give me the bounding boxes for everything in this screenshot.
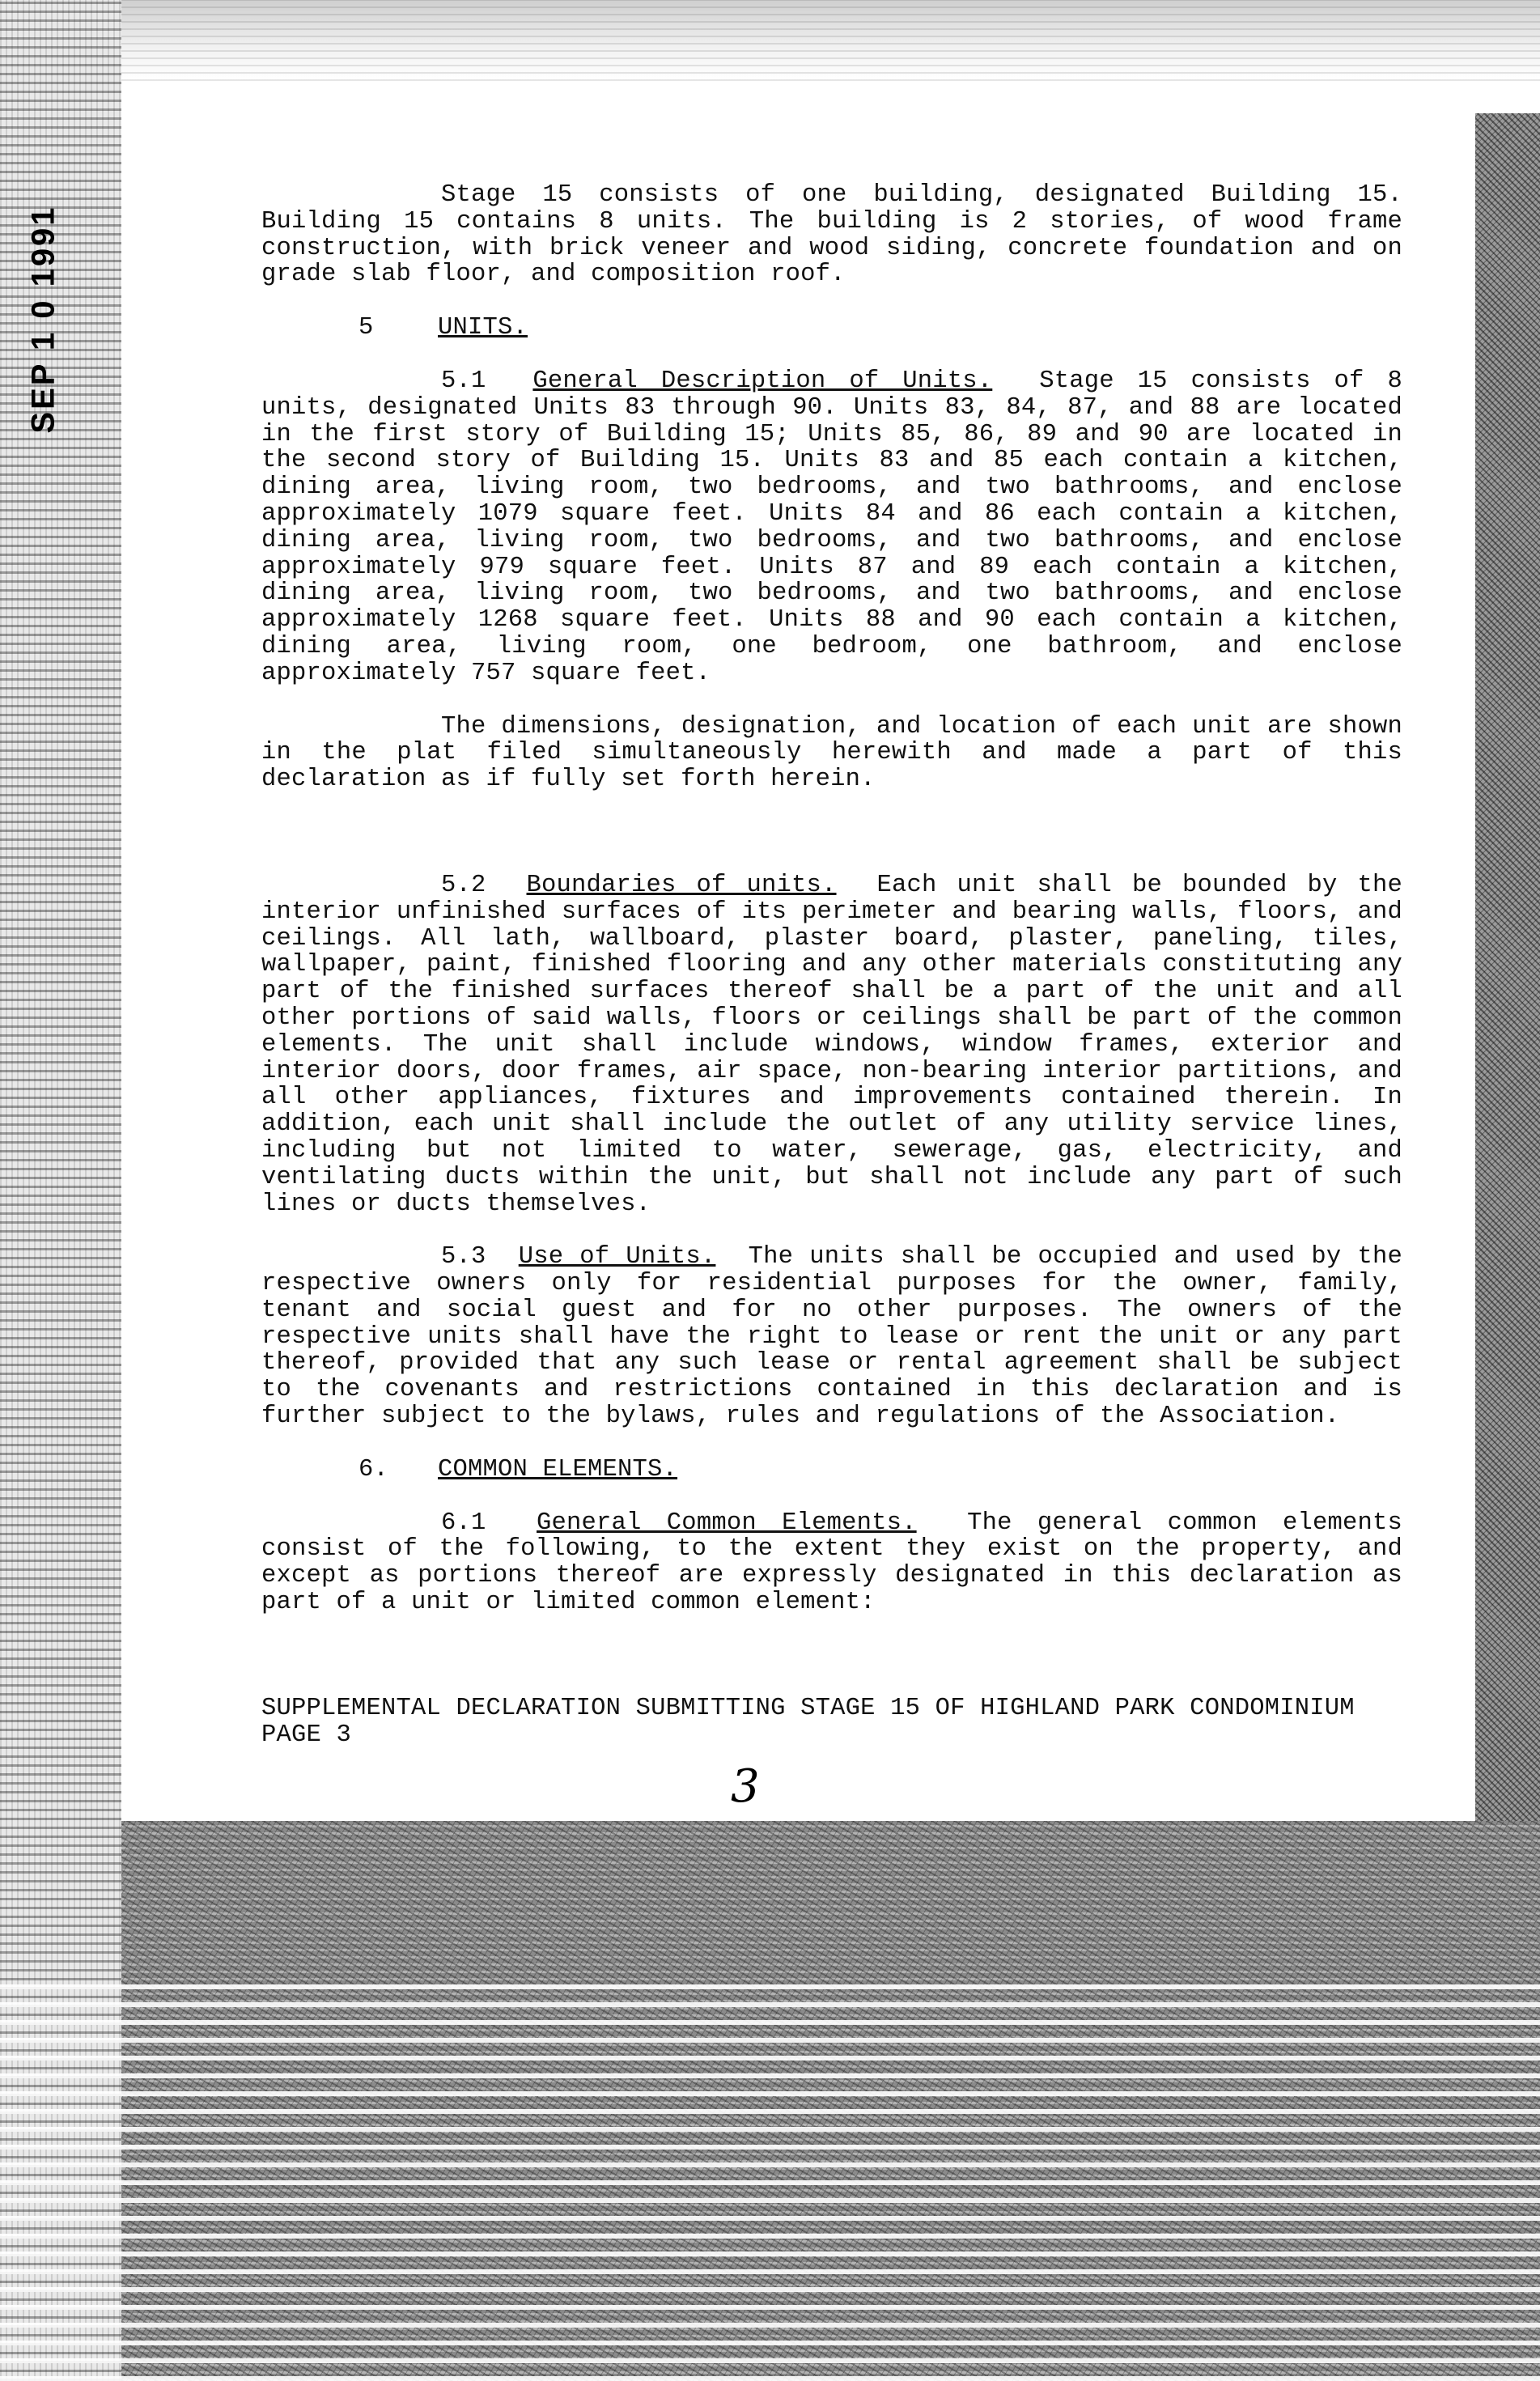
- section-5-2-text: Each unit shall be bounded by the interior unfinished surfaces of its perimeter and bearing walls, floors, and ceilings. All lath, wallboard, plaster board, plaster, paneling, tiles, wallpaper, paint, finished flooring and any other materials constituting any part of the finished surfaces thereof shall be a part of the unit and all other portions of said walls, floors or ceilings shall be part of the common elements. The unit shall include windows, window frames, exterior and interior doors, door frames, air space, non-bearing interior partitions, and all other appliances, fixtures and improvements contained therein. In addition, each unit shall include the outlet of any utility service lines, including but not limited to water, sewerage, gas, electricity, and ventilating ducts within the unit, but shall not include any part of such lines or ducts themselves.: [261, 871, 1403, 1218]
- section-5-title: UNITS.: [438, 314, 528, 342]
- intro-paragraph: Stage 15 consists of one building, designated Building 15. Building 15 contains 8 units. The building is 2 stories, of wood frame construction, with brick veneer and wood siding, concrete foundation and on grade slab floor, and composition roof.: [261, 181, 1402, 289]
- section-5-1-title: General Description of Units.: [532, 367, 993, 395]
- section-5-1-paragraph: [261, 368, 1402, 687]
- section-6-title: COMMON ELEMENTS.: [438, 1455, 678, 1483]
- document-body: [261, 182, 1402, 1748]
- scan-streaks-bottom: [0, 1983, 1540, 2381]
- scan-noise-top: [0, 0, 1540, 81]
- section-5-3-title: Use of Units.: [518, 1243, 716, 1271]
- plat-paragraph: The dimensions, designation, and location of each unit are shown in the plat filed simultaneously herewith and made a part of this declaration as if fully set forth herein.: [261, 712, 1402, 794]
- section-6-1-title: General Common Elements.: [537, 1509, 917, 1537]
- section-6-1-text: The general common elements consist of the following, to the extent they exist on the property, and except as portions thereof are expressly designated in this declaration as part of a unit or limited common element:: [261, 1509, 1402, 1617]
- section-5-1-number: 5.1: [441, 367, 486, 395]
- footer-title: SUPPLEMENTAL DECLARATION SUBMITTING STAGE 15 OF HIGHLAND PARK CONDOMINIUM: [261, 1694, 1355, 1722]
- section-5-2-paragraph: [261, 872, 1402, 1217]
- section-5-1-text: Stage 15 consists of 8 units, designated Units 83 through 90. Units 83, 84, 87, and 88 are located in the first story of Building 15; Units 85, 86, 89 and 90 are located in the second story of Building 15. Units 83 and 85 each contain a kitchen, dining area, living room, two bedrooms, and two bathrooms, and enclose approximately 1079 square feet. Units 84 and 86 each contain a kitchen, dining area, living room, two bedrooms, and two bathrooms, and enclose approximately 979 square feet. Units 87 and 89 each contain a kitchen, dining area, living room, two bedrooms, and two bathrooms, and enclose approximately 1268 square feet. Units 88 and 90 each contain a kitchen, dining area, living room, one bedroom, one bathroom, and enclose approximately 757 square feet.: [261, 367, 1402, 687]
- handwritten-page-number: 3: [731, 1760, 760, 1813]
- section-6-1-paragraph: [261, 1510, 1402, 1616]
- section-6-heading: [261, 1457, 1402, 1483]
- scan-noise-right: [1475, 113, 1540, 2056]
- received-date-stamp: SEP 1 0 1991: [25, 205, 62, 434]
- section-5-heading: [261, 315, 1402, 342]
- section-6-1-number: 6.1: [441, 1509, 486, 1537]
- section-5-2-title: Boundaries of units.: [526, 871, 837, 899]
- section-6-number: 6.: [358, 1455, 389, 1483]
- section-5-number: 5: [358, 314, 374, 342]
- section-5-3-text: The units shall be occupied and used by the respective owners only for residential purposes for the owner, family, tenant and social guest and for no other purposes. The owners of the respective units shall have the right to lease or rent the unit or any part thereof, provided that any such lease or rental agreement shall be subject to the covenants and restrictions contained in this declaration and is further subject to the bylaws, rules and regulations of the Association.: [261, 1243, 1402, 1431]
- section-5-3-number: 5.3: [441, 1243, 486, 1271]
- section-5-3-paragraph: [261, 1244, 1402, 1430]
- section-5-2-number: 5.2: [441, 871, 486, 899]
- footer-page-label: PAGE 3: [261, 1721, 352, 1749]
